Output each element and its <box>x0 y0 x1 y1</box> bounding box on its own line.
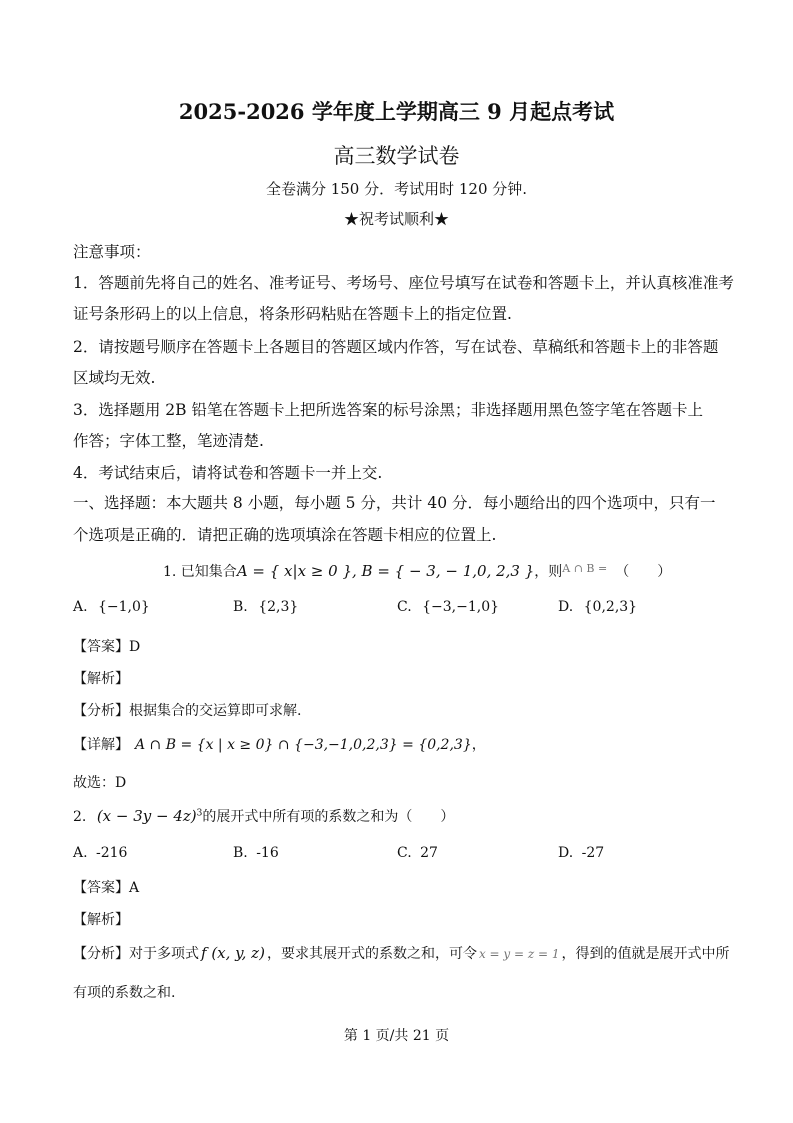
wish-line: ★祝考试顺利★ <box>343 210 449 228</box>
exam-subtitle: 高三数学试卷 <box>333 144 460 168</box>
q2-fenxi-line-1 <box>73 943 730 963</box>
q1-option-a-text: {−1,0} <box>98 599 150 615</box>
q2-analysis-tag: 【解析】 <box>73 912 129 928</box>
question-2-text: 的展开式中所有项的系数之和为（ ） <box>202 809 455 825</box>
q1-analysis-tag: 【解析】 <box>73 671 129 687</box>
q2-option-d-text: -27 <box>581 845 605 861</box>
question-1-stem <box>163 561 671 581</box>
section-1-line-1: 一、选择题：本大题共 8 小题，每小题 5 分，共计 40 分．每小题给出的四个选项中，只有一 <box>73 494 716 512</box>
notice-item-2-line-2: 区域均无效. <box>73 369 156 387</box>
question-1-prefix: 1. 已知集合 <box>163 564 237 580</box>
question-2-exponent: 3 <box>196 808 203 819</box>
q1-xiangjie-tag: 【详解】 <box>73 737 129 753</box>
q1-answer: 【答案】D <box>73 639 141 655</box>
q1-option-d-label: D. <box>558 599 574 615</box>
q1-xiangjie-end: ， <box>471 737 486 753</box>
q2-fenxi-line-2: 有项的系数之和. <box>73 985 176 1001</box>
question-1-intersection: A ∩ B = <box>562 562 608 575</box>
q2-fenxi-end: ，得到的值就是展开式中所 <box>561 946 730 962</box>
q2-fenxi-mid: ，要求其展开式的系数之和，可令 <box>266 946 477 962</box>
q1-option-c <box>397 599 499 615</box>
q1-option-b-text: {2,3} <box>258 599 299 615</box>
q1-option-d-text: {0,2,3} <box>583 599 638 615</box>
q1-option-c-label: C. <box>397 599 412 615</box>
notice-item-1-line-1: 1．答题前先将自己的姓名、准考证号、考场号、座位号填写在试卷和答题卡上，并认真核准准考 <box>73 274 734 292</box>
q1-option-d <box>558 599 637 615</box>
q2-option-a-label: A. <box>73 845 88 861</box>
q1-choice: 故选：D <box>73 775 127 791</box>
q1-fenxi: 【分析】根据集合的交运算即可求解. <box>73 703 302 719</box>
q2-option-d <box>558 845 604 861</box>
question-2-stem <box>73 806 454 826</box>
q1-xiangjie <box>73 734 486 754</box>
q1-xiangjie-math: A ∩ B = {x | x ≥ 0} ∩ {−3,−1,0,2,3} = {0,2,3} <box>135 737 472 753</box>
question-2-expr: (x − 3y − 4z) <box>96 807 197 825</box>
score-note: 全卷满分 150 分．考试用时 120 分钟. <box>265 180 528 198</box>
q2-option-d-label: D. <box>558 845 574 861</box>
q2-fenxi-prefix: 【分析】对于多项式 <box>73 946 199 962</box>
q2-option-b-text: -16 <box>256 845 279 861</box>
q1-option-b-label: B. <box>233 599 248 615</box>
q1-option-c-text: {−3,−1,0} <box>422 599 500 615</box>
notice-item-1-line-2: 证号条形码上的以上信息，将条形码粘贴在答题卡上的指定位置. <box>73 305 512 323</box>
notice-item-3-line-1: 3．选择题用 2B 铅笔在答题卡上把所选答案的标号涂黑；非选择题用黑色签字笔在答题卡上 <box>73 401 703 419</box>
exam-title: 2025-2026 学年度上学期高三 9 月起点考试 <box>178 99 615 124</box>
q2-option-a <box>73 845 127 861</box>
question-2-number: 2. <box>73 809 87 825</box>
q2-option-b <box>233 845 279 861</box>
question-1-paren: （ ） <box>615 564 672 580</box>
q1-option-a <box>73 599 150 615</box>
q2-option-a-text: -216 <box>96 845 128 861</box>
notice-item-4: 4．考试结束后，请将试卷和答题卡一并上交. <box>73 464 383 482</box>
question-1-sets: A = { x|x ≥ 0 }, B = { − 3, − 1,0, 2,3 } <box>236 562 535 580</box>
q2-fenxi-equation: x = y = z = 1 <box>478 947 560 961</box>
q2-option-c <box>397 845 438 861</box>
q1-option-a-label: A. <box>73 599 88 615</box>
notice-item-2-line-1: 2．请按题号顺序在答题卡上各题目的答题区域内作答，写在试卷、草稿纸和答题卡上的非答题 <box>73 338 719 356</box>
section-1-line-2: 个选项是正确的．请把正确的选项填涂在答题卡相应的位置上. <box>73 526 497 544</box>
notice-heading: 注意事项： <box>73 243 151 261</box>
q1-option-b <box>233 599 298 615</box>
page-footer: 第 1 页/共 21 页 <box>343 1028 450 1044</box>
q2-option-b-label: B. <box>233 845 248 861</box>
question-1-mid: ，则 <box>534 564 563 580</box>
q2-option-c-label: C. <box>397 845 412 861</box>
q2-fenxi-function: f (x, y, z) <box>201 944 265 962</box>
q2-answer: 【答案】A <box>73 880 140 896</box>
notice-item-3-line-2: 作答；字体工整，笔迹清楚. <box>73 432 264 450</box>
q2-option-c-text: 27 <box>420 845 438 861</box>
